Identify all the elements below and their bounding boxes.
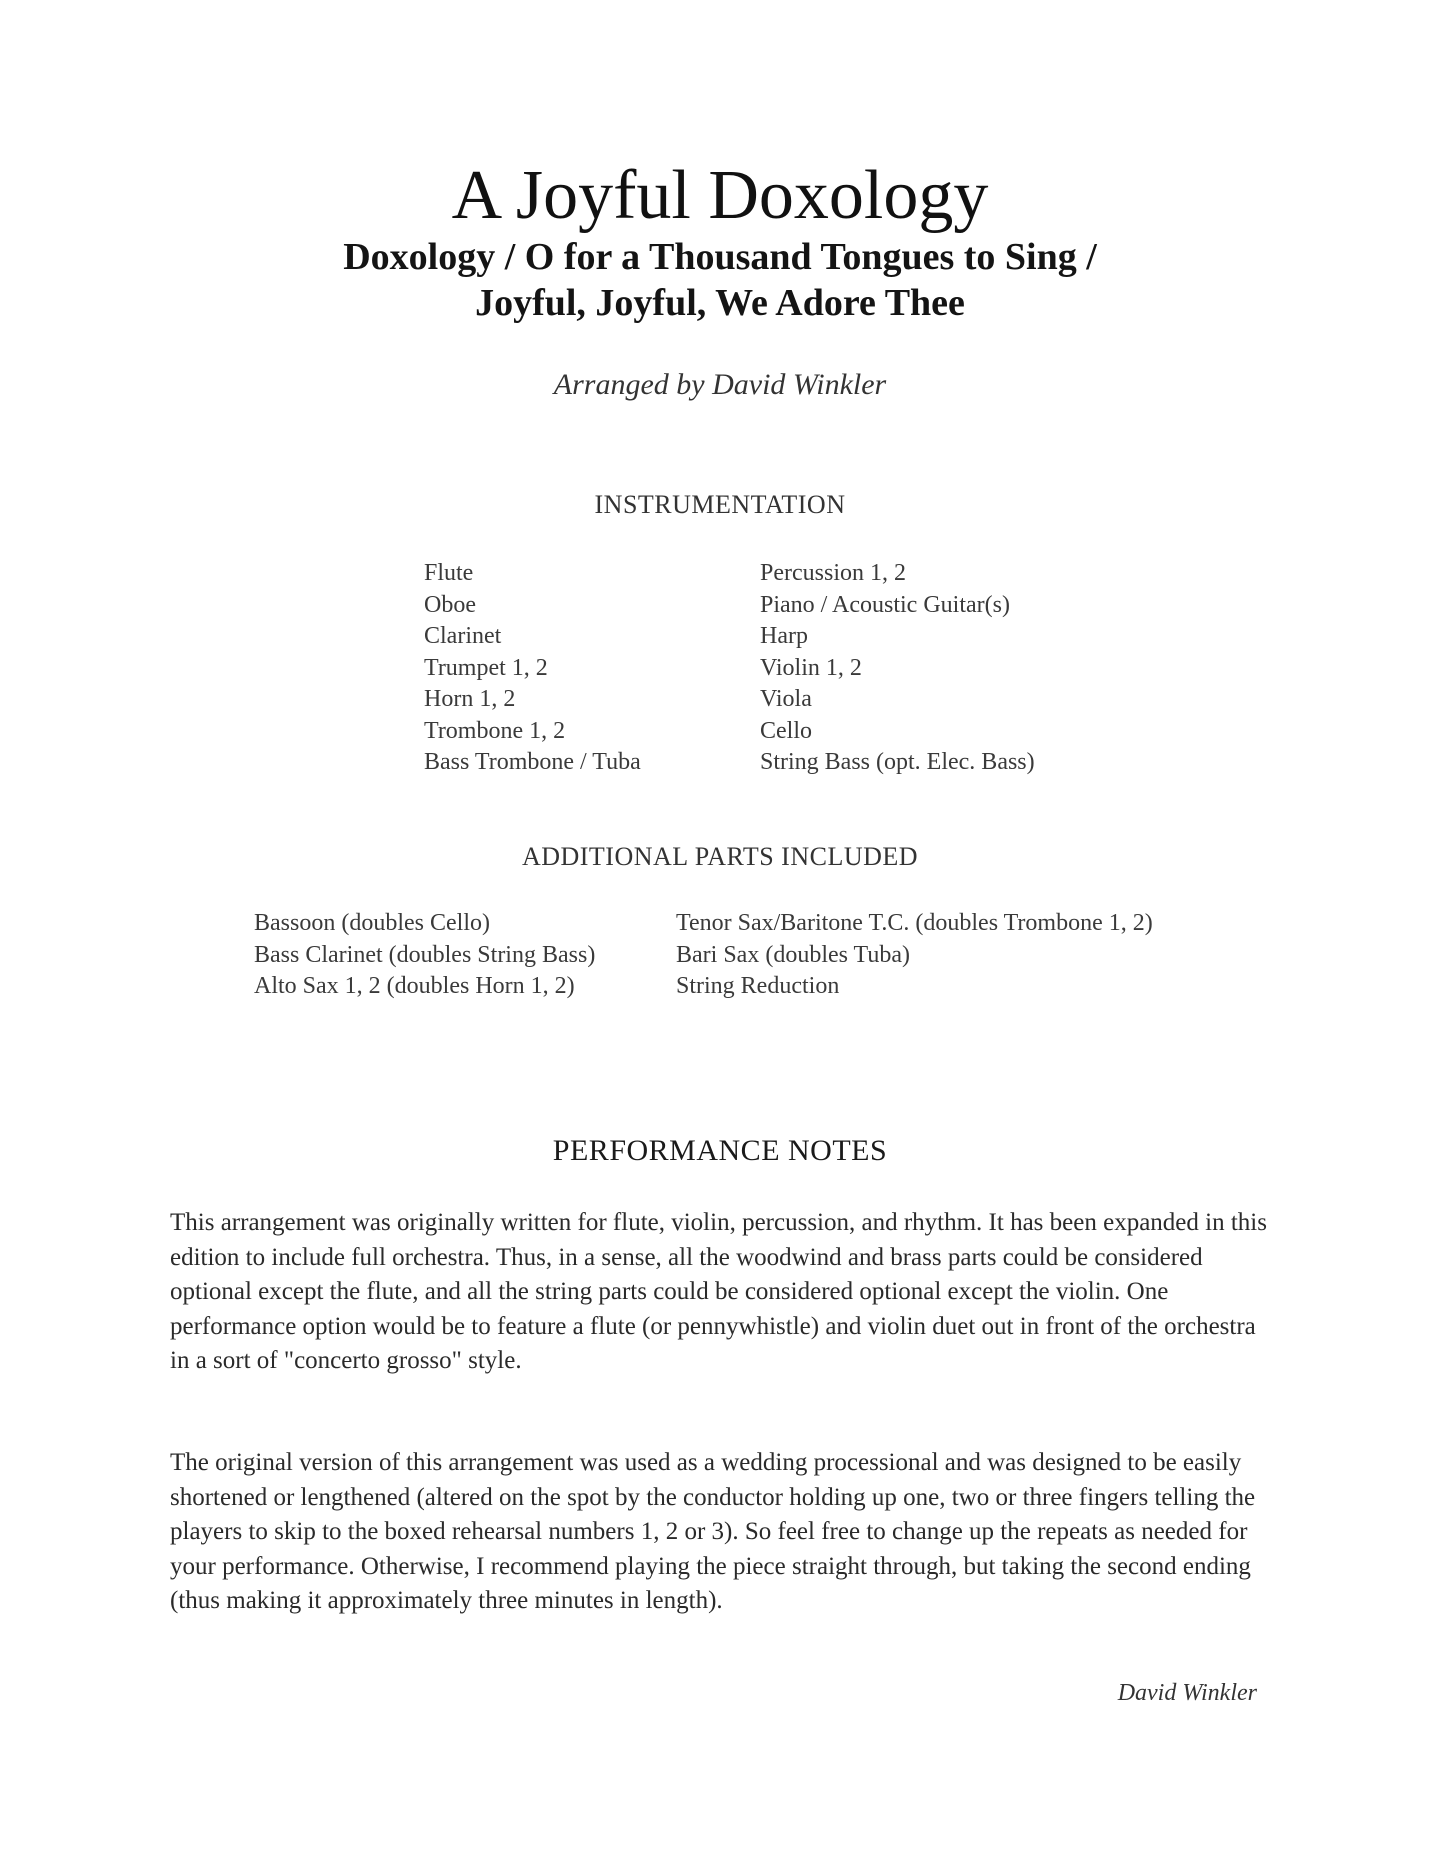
instrument-item: Violin 1, 2 bbox=[760, 654, 862, 681]
additional-part-item: Bassoon (doubles Cello) bbox=[254, 910, 490, 936]
additional-parts-list-right bbox=[676, 908, 1153, 1003]
additional-part-item: String Reduction bbox=[676, 973, 840, 999]
instrument-item: Bass Trombone / Tuba bbox=[424, 749, 641, 775]
instrument-item: Harp bbox=[760, 623, 808, 649]
instrument-item: Clarinet bbox=[424, 623, 502, 649]
instrument-item: Cello bbox=[760, 717, 812, 744]
page-title: A Joyful Doxology bbox=[451, 157, 989, 234]
additional-part-item: Bari Sax (doubles Tuba) bbox=[676, 941, 910, 968]
additional-part-item: Tenor Sax/Baritone T.C. (doubles Trombone 1, 2) bbox=[676, 910, 1153, 936]
instrument-item: String Bass (opt. Elec. Bass) bbox=[760, 749, 1035, 775]
instrumentation-list-left bbox=[424, 558, 641, 779]
additional-parts-list-left bbox=[254, 908, 595, 1003]
instrument-item: Viola bbox=[760, 686, 812, 712]
instrument-item: Trumpet 1, 2 bbox=[424, 654, 548, 681]
signature: David Winkler bbox=[1117, 1680, 1257, 1706]
performance-notes-heading: PERFORMANCE NOTES bbox=[552, 1134, 888, 1167]
instrument-item: Percussion 1, 2 bbox=[760, 560, 906, 586]
additional-part-item: Bass Clarinet (doubles String Bass) bbox=[254, 941, 596, 968]
instrument-item: Piano / Acoustic Guitar(s) bbox=[760, 591, 1010, 618]
additional-part-item: Alto Sax 1, 2 (doubles Horn 1, 2) bbox=[254, 973, 575, 999]
instrument-item: Oboe bbox=[424, 591, 476, 618]
instrumentation-list-right bbox=[760, 558, 1035, 779]
instrument-item: Horn 1, 2 bbox=[424, 686, 516, 712]
instrumentation-heading: INSTRUMENTATION bbox=[594, 490, 846, 519]
subtitle-line-1: Doxology / O for a Thousand Tongues to Sing / bbox=[343, 236, 1097, 278]
subtitle-line-2: Joyful, Joyful, We Adore Thee bbox=[475, 282, 965, 324]
arranger-credit: Arranged by David Winkler bbox=[553, 368, 887, 401]
instrument-item: Flute bbox=[424, 560, 474, 586]
instrument-item: Trombone 1, 2 bbox=[424, 717, 566, 744]
additional-parts-heading: ADDITIONAL PARTS INCLUDED bbox=[521, 842, 919, 871]
performance-notes-paragraph-2: The original version of this arrangement was used as a wedding processional and was designed to be easily shortened or lengthened (altered on the spot by the conductor holding up one, two or three fingers telling the players to skip to the boxed rehearsal numbers 1, 2 or 3). So feel free to change up the repeats as needed for your performance. Otherwise, I recommend playing the piece straight through, but taking the second ending (thus making it approximately three minutes in length). bbox=[170, 1449, 1256, 1614]
performance-notes-paragraph-1: This arrangement was originally written for flute, violin, percussion, and rhythm. It has been expanded in this edition to include full orchestra. Thus, in a sense, all the woodwind and brass parts could be considered optional except the flute, and all the string parts could be considered optional except the violin. One performance option would be to feature a flute (or pennywhistle) and violin duet out in front of the orchestra in a sort of "concerto grosso" style. bbox=[170, 1209, 1267, 1374]
